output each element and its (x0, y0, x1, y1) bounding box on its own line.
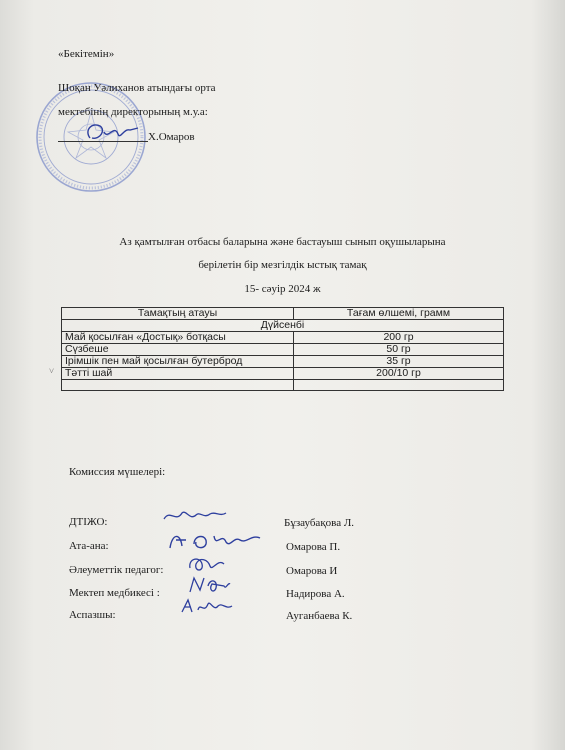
member-signature (164, 528, 274, 554)
member-role: ДТІЖО: (69, 516, 108, 528)
member-name: Ауганбаева К. (286, 610, 353, 622)
member-name: Бұзаубақова Л. (284, 517, 355, 529)
member-signature (176, 596, 236, 618)
column-header-food-name: Тамақтың атауы (62, 308, 294, 320)
member-role: Әлеуметтік педагог: (69, 564, 164, 576)
commission-title: Комиссия мүшелері: (69, 466, 166, 478)
food-name-cell: Май қосылған «Достық» ботқасы (62, 332, 294, 344)
table-row (62, 332, 504, 344)
approval-school-line: Шоқан Уәлиханов атындағы орта (58, 82, 216, 94)
paper-mark: ˅ (49, 366, 55, 376)
portion-cell: 200/10 гр (294, 368, 504, 380)
member-name: Омарова П. (286, 541, 341, 553)
document-heading-line-2: берілетін бір мезгілдік ыстық тамақ (198, 259, 367, 271)
approval-title: «Бекітемін» (58, 48, 115, 60)
table-row (62, 368, 504, 380)
portion-cell: 35 гр (294, 356, 504, 368)
portion-cell: 50 гр (294, 344, 504, 356)
document-heading-line-1: Аз қамтылған отбасы баларына және бастауыш сынып оқушыларына (119, 236, 446, 248)
document-date: 15- сәуір 2024 ж (244, 283, 321, 295)
approval-director-line: мектебінің директорының м.у.а: (58, 106, 208, 118)
member-signature (184, 574, 234, 596)
day-label: Дүйсенбі (62, 320, 504, 332)
table-header-row (62, 308, 504, 320)
member-role: Аспазшы: (69, 609, 116, 621)
table-empty-row (62, 380, 504, 391)
table-row (62, 356, 504, 368)
table-day-row (62, 320, 504, 332)
member-role: Ата-ана: (69, 540, 109, 552)
food-name-cell: Тәтті шай (62, 368, 294, 380)
column-header-portion-size: Тағам өлшемі, грамм (294, 308, 504, 320)
portion-cell: 200 гр (294, 332, 504, 344)
member-role: Мектеп медбикесі : (69, 587, 160, 599)
director-signature (78, 118, 148, 146)
member-signature (160, 505, 230, 527)
member-name: Омарова И (286, 565, 338, 577)
food-name-cell: Сүзбеше (62, 344, 294, 356)
empty-cell (62, 380, 294, 391)
member-signature (184, 552, 234, 576)
director-name: Х.Омаров (148, 131, 195, 143)
table-row (62, 344, 504, 356)
empty-cell (294, 380, 504, 391)
member-name: Надирова А. (286, 588, 345, 600)
food-name-cell: Ірімшік пен май қосылған бутерброд (62, 356, 294, 368)
menu-table (61, 307, 504, 391)
